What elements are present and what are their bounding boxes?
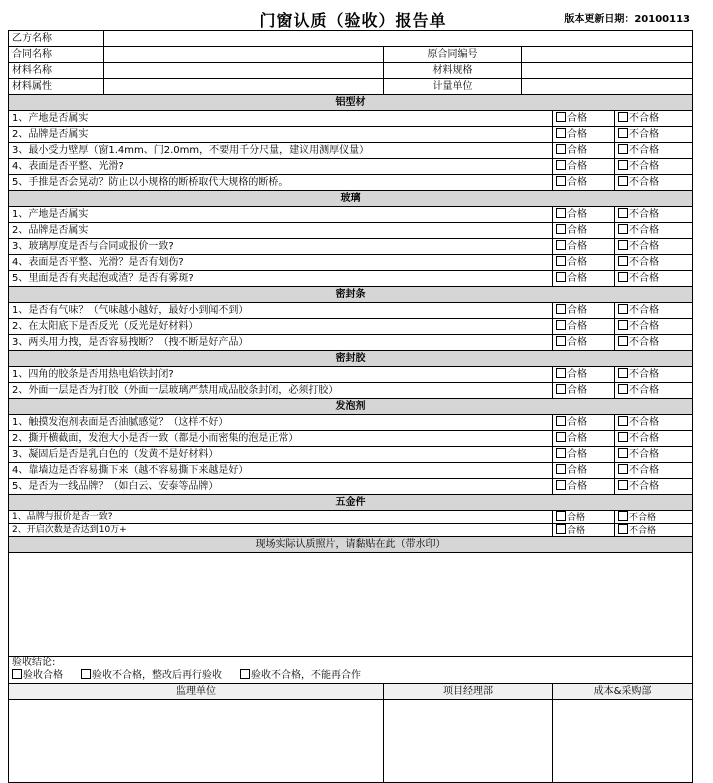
- fail-label: 不合格: [629, 160, 659, 172]
- checklist-row: [9, 111, 693, 127]
- checklist-item: 3、凝固后是否是乳白色的（发黄不是好材料）: [9, 447, 553, 463]
- fail-label: 不合格: [629, 320, 659, 332]
- checklist-item: 5、手推是否会晃动？防止以小规格的断桥取代大规格的断桥。: [9, 175, 553, 191]
- section-header: [9, 495, 693, 511]
- cost-purchase-label: 成本&采购部: [553, 684, 693, 700]
- checklist-row: [9, 127, 693, 143]
- section-header: [9, 95, 693, 111]
- fail-label: 不合格: [629, 384, 659, 396]
- fail-label: 不合格: [629, 416, 659, 428]
- fail-checkbox[interactable]: [618, 256, 628, 266]
- fail-label: 不合格: [629, 336, 659, 348]
- material-name-label: 材料名称: [9, 63, 104, 79]
- contract-name-field[interactable]: [104, 47, 384, 63]
- fail-checkbox[interactable]: [618, 480, 628, 490]
- fail-label: 不合格: [629, 448, 659, 460]
- fail-cell: [615, 415, 693, 431]
- supervisor-label: 监理单位: [9, 684, 384, 700]
- pass-cell: [553, 383, 615, 399]
- pass-label: 合格: [567, 176, 587, 188]
- pass-label: 合格: [567, 432, 587, 444]
- pass-label: 合格: [567, 304, 587, 316]
- checklist-item: 4、表面是否平整、光滑?: [9, 159, 553, 175]
- fail-checkbox[interactable]: [618, 336, 628, 346]
- pass-cell: [553, 271, 615, 287]
- checklist-row: [9, 175, 693, 191]
- pass-label: 合格: [567, 144, 587, 156]
- fail-label: 不合格: [629, 526, 657, 536]
- pass-checkbox[interactable]: [556, 511, 566, 521]
- original-contract-no-field[interactable]: [522, 47, 693, 63]
- checklist-row: [9, 463, 693, 479]
- conclusion-title: 验收结论:: [12, 657, 56, 668]
- fail-checkbox[interactable]: [618, 464, 628, 474]
- pass-cell: [553, 111, 615, 127]
- pass-label: 合格: [567, 208, 587, 220]
- conclusion-opt3-label: 验收不合格，不能再合作: [251, 670, 361, 681]
- fail-checkbox[interactable]: [618, 524, 628, 534]
- section-title: 发泡剂: [9, 399, 693, 415]
- photo-header-row: [9, 537, 693, 553]
- fail-checkbox[interactable]: [618, 432, 628, 442]
- report-form: [8, 30, 693, 783]
- fail-cell: [615, 239, 693, 255]
- original-contract-no-label: 原合同编号: [384, 47, 522, 63]
- section-header: [9, 191, 693, 207]
- fail-cell: [615, 524, 693, 537]
- checklist-row: [9, 367, 693, 383]
- fail-label: 不合格: [629, 112, 659, 124]
- checklist-row: [9, 383, 693, 399]
- conclusion-opt1-label: 验收合格: [23, 670, 63, 681]
- fail-cell: [615, 431, 693, 447]
- fail-label: 不合格: [629, 224, 659, 236]
- fail-cell: [615, 271, 693, 287]
- checklist-item: 1、产地是否属实: [9, 207, 553, 223]
- fail-cell: [615, 463, 693, 479]
- checklist-item: 4、靠墙边是否容易撕下来（越不容易撕下来越是好）: [9, 463, 553, 479]
- fail-cell: [615, 143, 693, 159]
- pass-checkbox[interactable]: [556, 336, 566, 346]
- pass-cell: [553, 207, 615, 223]
- conclusion-option: [12, 670, 63, 681]
- section-title: 铝型材: [9, 95, 693, 111]
- checklist-item: 3、玻璃厚度是否与合同或报价一致?: [9, 239, 553, 255]
- fail-checkbox[interactable]: [618, 160, 628, 170]
- fail-label: 不合格: [629, 304, 659, 316]
- checklist-item: 5、是否为一线品牌？（如白云、安泰等品牌）: [9, 479, 553, 495]
- checklist-row: [9, 319, 693, 335]
- material-name-field[interactable]: [104, 63, 384, 79]
- pass-cell: [553, 511, 615, 524]
- conclusion-option: [81, 670, 222, 681]
- pass-label: 合格: [567, 416, 587, 428]
- info-row: [9, 47, 693, 63]
- checklist-item: 1、是否有气味？（气味越小越好，最好小到闻不到）: [9, 303, 553, 319]
- pass-checkbox[interactable]: [556, 320, 566, 330]
- section-header: [9, 351, 693, 367]
- pass-label: 合格: [567, 240, 587, 252]
- pass-checkbox[interactable]: [556, 112, 566, 122]
- fail-cell: [615, 159, 693, 175]
- pass-label: 合格: [567, 160, 587, 172]
- pass-label: 合格: [567, 320, 587, 332]
- material-attr-field[interactable]: [104, 79, 384, 95]
- photo-row: [9, 553, 693, 657]
- checklist-row: [9, 207, 693, 223]
- conclusion-opt2-label: 验收不合格，整改后再行验收: [92, 670, 222, 681]
- pass-cell: [553, 431, 615, 447]
- fail-cell: [615, 383, 693, 399]
- fail-cell: [615, 303, 693, 319]
- pass-checkbox[interactable]: [556, 128, 566, 138]
- fail-cell: [615, 511, 693, 524]
- fail-checkbox[interactable]: [618, 304, 628, 314]
- pass-label: 合格: [567, 112, 587, 124]
- fail-checkbox[interactable]: [618, 448, 628, 458]
- pass-cell: [553, 159, 615, 175]
- pass-cell: [553, 463, 615, 479]
- fail-cell: [615, 335, 693, 351]
- checklist-item: 3、最小受力壁厚（窗1.4mm、门2.0mm，不要用千分尺量，建议用测厚仪量）: [9, 143, 553, 159]
- pass-checkbox[interactable]: [556, 224, 566, 234]
- material-attr-label: 材料属性: [9, 79, 104, 95]
- section-header: [9, 399, 693, 415]
- fail-label: 不合格: [629, 513, 657, 523]
- fail-label: 不合格: [629, 432, 659, 444]
- checklist-row: [9, 271, 693, 287]
- pass-label: 合格: [567, 464, 587, 476]
- page-title: 门窗认质（验收）报告单: [259, 11, 447, 30]
- pass-cell: [553, 255, 615, 271]
- fail-cell: [615, 255, 693, 271]
- pass-label: 合格: [567, 256, 587, 268]
- conclusion-row: [9, 657, 693, 684]
- pass-label: 合格: [567, 224, 587, 236]
- fail-label: 不合格: [629, 240, 659, 252]
- checklist-item: 2、外面一层是否为打胶（外面一层玻璃严禁用成品胶条封闭，必须打胶）: [9, 383, 553, 399]
- checklist-row: [9, 524, 693, 537]
- fail-label: 不合格: [629, 144, 659, 156]
- material-spec-field[interactable]: [522, 63, 693, 79]
- contract-name-label: 合同名称: [9, 47, 104, 63]
- fail-label: 不合格: [629, 176, 659, 188]
- fail-label: 不合格: [629, 208, 659, 220]
- pass-label: 合格: [567, 448, 587, 460]
- checklist-row: [9, 447, 693, 463]
- checklist-row: [9, 239, 693, 255]
- pass-label: 合格: [567, 526, 586, 536]
- pass-checkbox[interactable]: [556, 384, 566, 394]
- pass-cell: [553, 524, 615, 537]
- section-title: 五金件: [9, 495, 693, 511]
- photo-paste-area[interactable]: [9, 553, 693, 657]
- pass-checkbox[interactable]: [556, 368, 566, 378]
- fail-checkbox[interactable]: [618, 368, 628, 378]
- fail-label: 不合格: [629, 272, 659, 284]
- cost-purchase-signature-field[interactable]: [553, 700, 693, 783]
- checklist-item: 5、里面是否有夹起泡或渣？是否有雾斑?: [9, 271, 553, 287]
- conclusion-cell: [9, 657, 693, 684]
- info-row: [9, 63, 693, 79]
- checklist-item: 3、两头用力拽，是否容易拽断？（拽不断是好产品）: [9, 335, 553, 351]
- header: [8, 0, 698, 30]
- checklist-item: 2、品牌是否属实: [9, 223, 553, 239]
- checklist-item: 2、开启次数是否达到10万+: [9, 524, 553, 537]
- checklist-row: [9, 511, 693, 524]
- supervisor-signature-field[interactable]: [9, 700, 384, 783]
- fail-cell: [615, 367, 693, 383]
- fail-checkbox[interactable]: [618, 176, 628, 186]
- pass-checkbox[interactable]: [556, 208, 566, 218]
- checklist-row: [9, 143, 693, 159]
- conclusion-opt3-checkbox[interactable]: [240, 669, 250, 679]
- fail-checkbox[interactable]: [618, 112, 628, 122]
- checklist-row: [9, 479, 693, 495]
- fail-checkbox[interactable]: [618, 384, 628, 394]
- fail-checkbox[interactable]: [618, 416, 628, 426]
- pass-label: 合格: [567, 480, 587, 492]
- fail-label: 不合格: [629, 480, 659, 492]
- pass-checkbox[interactable]: [556, 256, 566, 266]
- pass-label: 合格: [567, 336, 587, 348]
- checklist-row: [9, 335, 693, 351]
- fail-label: 不合格: [629, 256, 659, 268]
- section-header: [9, 287, 693, 303]
- fail-label: 不合格: [629, 464, 659, 476]
- fail-cell: [615, 479, 693, 495]
- fail-cell: [615, 223, 693, 239]
- pass-label: 合格: [567, 272, 587, 284]
- signature-row: [9, 700, 693, 783]
- checklist-row: [9, 223, 693, 239]
- pass-cell: [553, 175, 615, 191]
- pass-cell: [553, 367, 615, 383]
- fail-checkbox[interactable]: [618, 128, 628, 138]
- pass-checkbox[interactable]: [556, 272, 566, 282]
- fail-cell: [615, 127, 693, 143]
- pass-cell: [553, 415, 615, 431]
- conclusion-opt1-checkbox[interactable]: [12, 669, 22, 679]
- section-title: 密封条: [9, 287, 693, 303]
- fail-checkbox[interactable]: [618, 272, 628, 282]
- pass-checkbox[interactable]: [556, 432, 566, 442]
- pass-cell: [553, 319, 615, 335]
- pass-checkbox[interactable]: [556, 240, 566, 250]
- unit-field[interactable]: [522, 79, 693, 95]
- pass-checkbox[interactable]: [556, 416, 566, 426]
- conclusion-opt2-checkbox[interactable]: [81, 669, 91, 679]
- section-title: 玻璃: [9, 191, 693, 207]
- pass-cell: [553, 127, 615, 143]
- pass-checkbox[interactable]: [556, 524, 566, 534]
- signature-header-row: [9, 684, 693, 700]
- party-b-label: 乙方名称: [9, 31, 104, 47]
- pass-cell: [553, 143, 615, 159]
- fail-cell: [615, 175, 693, 191]
- fail-checkbox[interactable]: [618, 224, 628, 234]
- pass-label: 合格: [567, 368, 587, 380]
- project-manager-signature-field[interactable]: [384, 700, 553, 783]
- checklist-item: 1、产地是否属实: [9, 111, 553, 127]
- checklist-item: 2、撕开横截面，发泡大小是否一致（都是小而密集的泡是正常）: [9, 431, 553, 447]
- unit-label: 计量单位: [384, 79, 522, 95]
- checklist-item: 1、四角的胶条是否用热电焰铁封闭?: [9, 367, 553, 383]
- pass-label: 合格: [567, 384, 587, 396]
- checklist-item: 1、品牌与报价是否一致?: [9, 511, 553, 524]
- pass-cell: [553, 223, 615, 239]
- fail-checkbox[interactable]: [618, 320, 628, 330]
- pass-checkbox[interactable]: [556, 464, 566, 474]
- pass-cell: [553, 447, 615, 463]
- party-b-field[interactable]: [104, 31, 693, 47]
- fail-label: 不合格: [629, 128, 659, 140]
- pass-cell: [553, 303, 615, 319]
- pass-cell: [553, 239, 615, 255]
- pass-cell: [553, 335, 615, 351]
- pass-checkbox[interactable]: [556, 176, 566, 186]
- checklist-row: [9, 303, 693, 319]
- pass-label: 合格: [567, 128, 587, 140]
- fail-checkbox[interactable]: [618, 240, 628, 250]
- pass-cell: [553, 479, 615, 495]
- photo-title: 现场实际认质照片，请黏贴在此（带水印）: [9, 537, 693, 553]
- pass-checkbox[interactable]: [556, 480, 566, 490]
- fail-checkbox[interactable]: [618, 511, 628, 521]
- fail-cell: [615, 111, 693, 127]
- checklist-item: 1、触摸发泡剂表面是否油腻感觉？（这样不好）: [9, 415, 553, 431]
- checklist-row: [9, 431, 693, 447]
- pass-checkbox[interactable]: [556, 448, 566, 458]
- fail-cell: [615, 447, 693, 463]
- checklist-item: 2、品牌是否属实: [9, 127, 553, 143]
- conclusion-options: [12, 669, 689, 682]
- pass-label: 合格: [567, 513, 586, 523]
- checklist-row: [9, 159, 693, 175]
- pass-checkbox[interactable]: [556, 144, 566, 154]
- checklist-row: [9, 255, 693, 271]
- version-date: 版本更新日期：20100113: [564, 14, 690, 25]
- fail-checkbox[interactable]: [618, 208, 628, 218]
- fail-label: 不合格: [629, 368, 659, 380]
- info-row: [9, 31, 693, 47]
- conclusion-option: [240, 670, 361, 681]
- fail-cell: [615, 319, 693, 335]
- checklist-item: 4、表面是否平整、光滑？是否有划伤?: [9, 255, 553, 271]
- section-title: 密封胶: [9, 351, 693, 367]
- project-manager-label: 项目经理部: [384, 684, 553, 700]
- pass-checkbox[interactable]: [556, 160, 566, 170]
- fail-checkbox[interactable]: [618, 144, 628, 154]
- fail-cell: [615, 207, 693, 223]
- info-row: [9, 79, 693, 95]
- pass-checkbox[interactable]: [556, 304, 566, 314]
- material-spec-label: 材料规格: [384, 63, 522, 79]
- checklist-row: [9, 415, 693, 431]
- checklist-item: 2、在太阳底下是否反光（反光是好材料）: [9, 319, 553, 335]
